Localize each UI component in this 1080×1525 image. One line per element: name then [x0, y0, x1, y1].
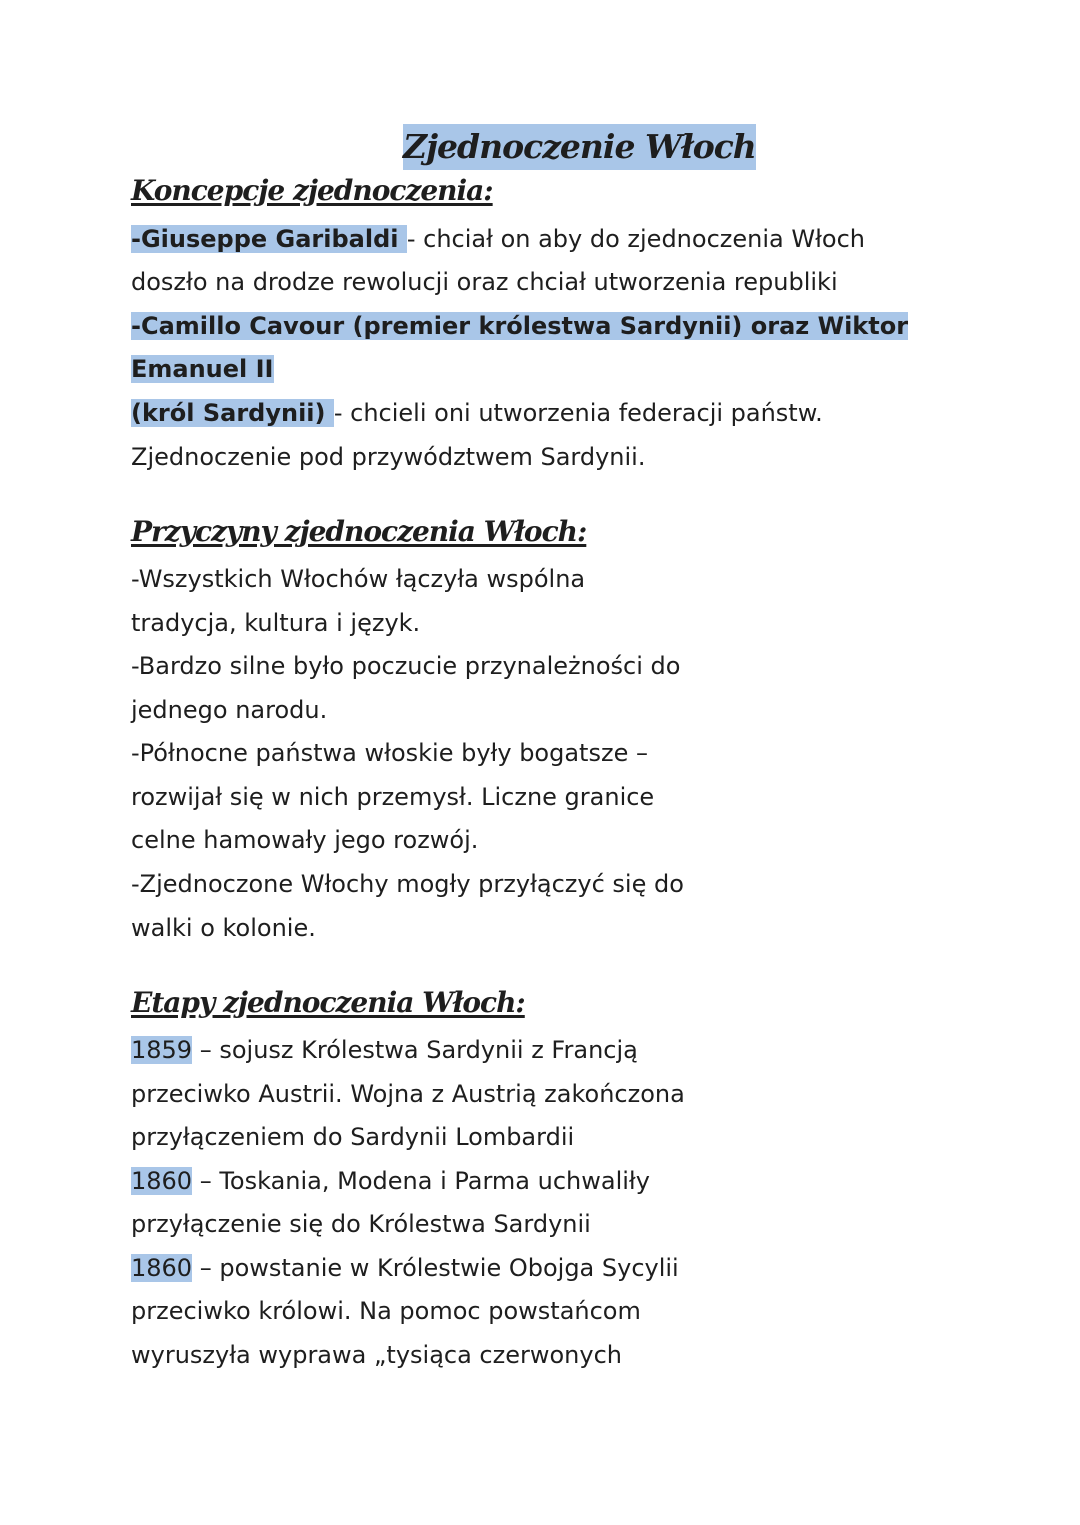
section-heading-przyczyny: Przyczyny zjednoczenia Włoch:: [131, 515, 587, 548]
text-line: [131, 1030, 638, 1070]
year-highlight: 1860: [131, 1254, 193, 1282]
page-title: Zjednoczenie Włoch: [403, 124, 756, 170]
highlighted-name: Emanuel II: [131, 355, 274, 383]
year-highlight: 1860: [131, 1167, 193, 1195]
text-line: [131, 306, 908, 346]
section-heading-etapy: Etapy zjednoczenia Włoch:: [131, 986, 525, 1019]
text-line: walki o kolonie.: [131, 914, 316, 942]
text-line: przeciwko Austrii. Wojna z Austrią zakończona: [131, 1080, 685, 1108]
text-line: tradycja, kultura i język.: [131, 609, 421, 637]
text-span: – powstanie w Królestwie Obojga Sycylii: [192, 1254, 679, 1282]
text-span: – Toskania, Modena i Parma uchwaliły: [192, 1167, 650, 1195]
text-line: jednego narodu.: [131, 696, 328, 724]
text-line: przyłączeniem do Sardynii Lombardii: [131, 1123, 575, 1151]
text-line: -Bardzo silne było poczucie przynależności do: [131, 652, 681, 680]
highlighted-name: -Giuseppe Garibaldi: [131, 225, 407, 253]
text-line: przyłączenie się do Królestwa Sardynii: [131, 1210, 591, 1238]
text-line: celne hamowały jego rozwój.: [131, 826, 479, 854]
text-line: doszło na drodze rewolucji oraz chciał utworzenia republiki: [131, 268, 838, 296]
text-line: przeciwko królowi. Na pomoc powstańcom: [131, 1297, 641, 1325]
text-line: rozwijał się w nich przemysł. Liczne granice: [131, 783, 655, 811]
year-highlight: 1859: [131, 1036, 193, 1064]
text-line: -Północne państwa włoskie były bogatsze –: [131, 739, 648, 767]
text-line: -Wszystkich Włochów łączyła wspólna: [131, 565, 586, 593]
text-line: Zjednoczenie pod przywództwem Sardynii.: [131, 443, 646, 471]
text-line: [131, 1161, 650, 1201]
highlighted-name: -Camillo Cavour (premier królestwa Sardynii) oraz Wiktor: [131, 312, 909, 340]
text-span: - chciał on aby do zjednoczenia Włoch: [406, 225, 865, 253]
section-heading-koncepcje: Koncepcje zjednoczenia:: [131, 174, 493, 207]
text-line: [131, 393, 823, 433]
text-span: - chcieli oni utworzenia federacji państw.: [333, 399, 823, 427]
text-line: [131, 1248, 679, 1288]
text-line: [131, 219, 865, 259]
text-span: – sojusz Królestwa Sardynii z Francją: [192, 1036, 638, 1064]
highlighted-name: (król Sardynii): [131, 399, 334, 427]
text-line: wyruszyła wyprawa „tysiąca czerwonych: [131, 1341, 622, 1369]
text-line: -Zjednoczone Włochy mogły przyłączyć się do: [131, 870, 684, 898]
text-line: [131, 349, 274, 389]
